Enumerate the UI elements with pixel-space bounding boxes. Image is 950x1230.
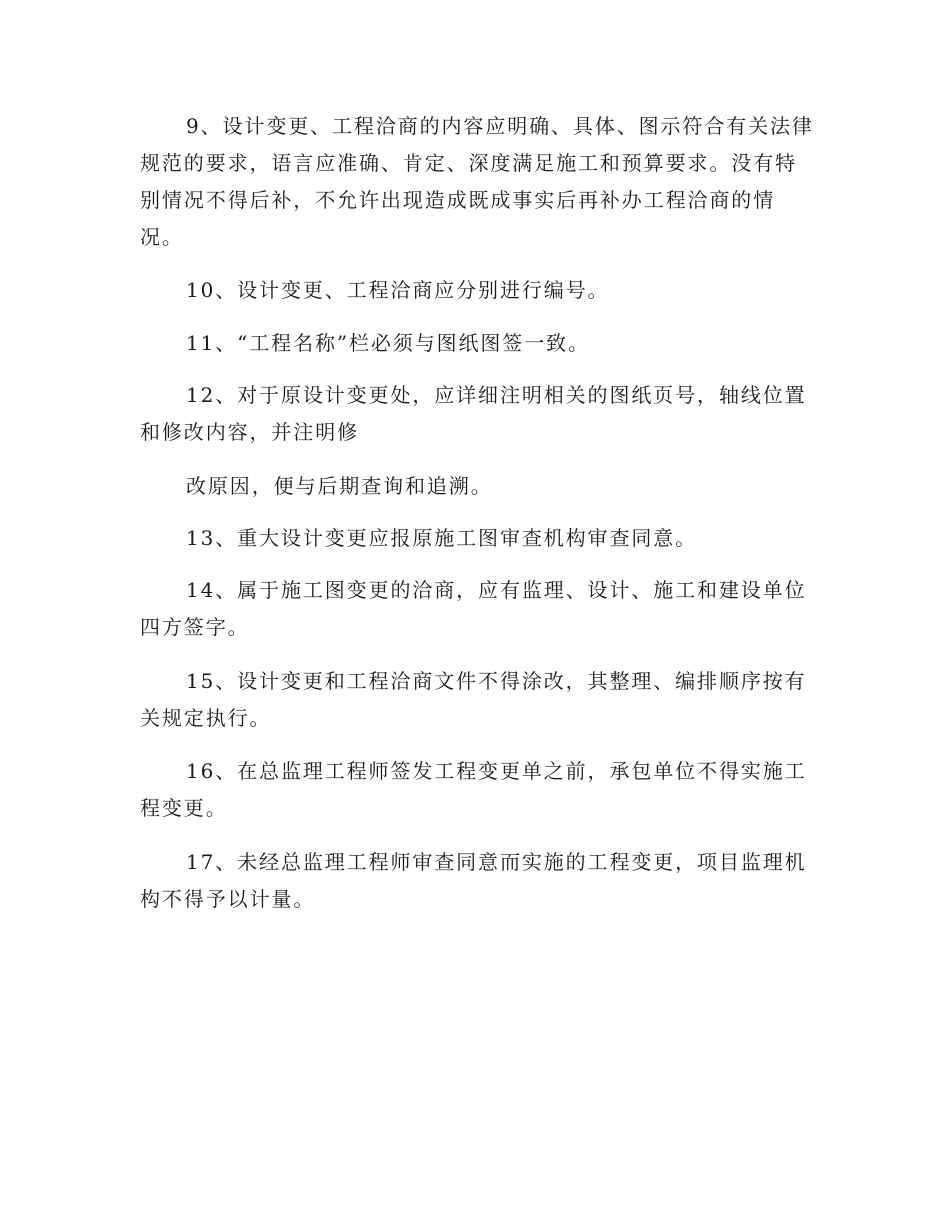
paragraph-item-14: [140, 572, 807, 646]
paragraph-item-13: [140, 520, 800, 557]
text-line: 改原因，便与后期查询和追溯。: [186, 474, 493, 498]
text-line: 13、重大设计变更应报原施工图审查机构审查同意。: [186, 526, 698, 550]
text-line: 16、在总监理工程师签发工程变更单之前，承包单位不得实施工: [186, 759, 807, 783]
paragraph-item-16: [140, 753, 807, 827]
paragraph-item-15: [140, 663, 807, 737]
paragraph-item-10: [140, 272, 800, 309]
paragraph-item-9: [140, 108, 814, 256]
text-line: 12、对于原设计变更处，应详细注明相关的图纸页号，轴线位置: [186, 383, 807, 407]
text-line: 四方签字。: [140, 615, 250, 639]
text-line: 关规定执行。: [140, 706, 272, 730]
text-line: 和修改内容，并注明修: [140, 420, 359, 444]
paragraph-item-11: [140, 325, 800, 362]
text-line: 别情况不得后补，不允许出现造成既成事实后再补办工程洽商的情: [140, 188, 776, 212]
text-line: 构不得予以计量。: [140, 887, 316, 911]
text-line: 17、未经总监理工程师审查同意而实施的工程变更，项目监理机: [186, 850, 807, 874]
text-line: 况。: [140, 225, 184, 249]
text-line: 14、属于施工图变更的洽商，应有监理、设计、施工和建设单位: [186, 578, 807, 602]
text-line: 11、“工程名称”栏必须与图纸图签一致。: [186, 331, 590, 355]
text-line: 9、设计变更、工程洽商的内容应明确、具体、图示符合有关法律: [186, 114, 814, 138]
text-line: 程变更。: [140, 796, 228, 820]
text-line: 15、设计变更和工程洽商文件不得涂改，其整理、编排顺序按有: [186, 669, 807, 693]
paragraph-item-12-continued: [140, 468, 800, 505]
paragraph-item-17: [140, 844, 807, 918]
paragraph-item-12: [140, 377, 807, 451]
text-line: 10、设计变更、工程洽商应分别进行编号。: [186, 278, 610, 302]
text-line: 规范的要求，语言应准确、肯定、深度满足施工和预算要求。没有特: [140, 151, 797, 175]
